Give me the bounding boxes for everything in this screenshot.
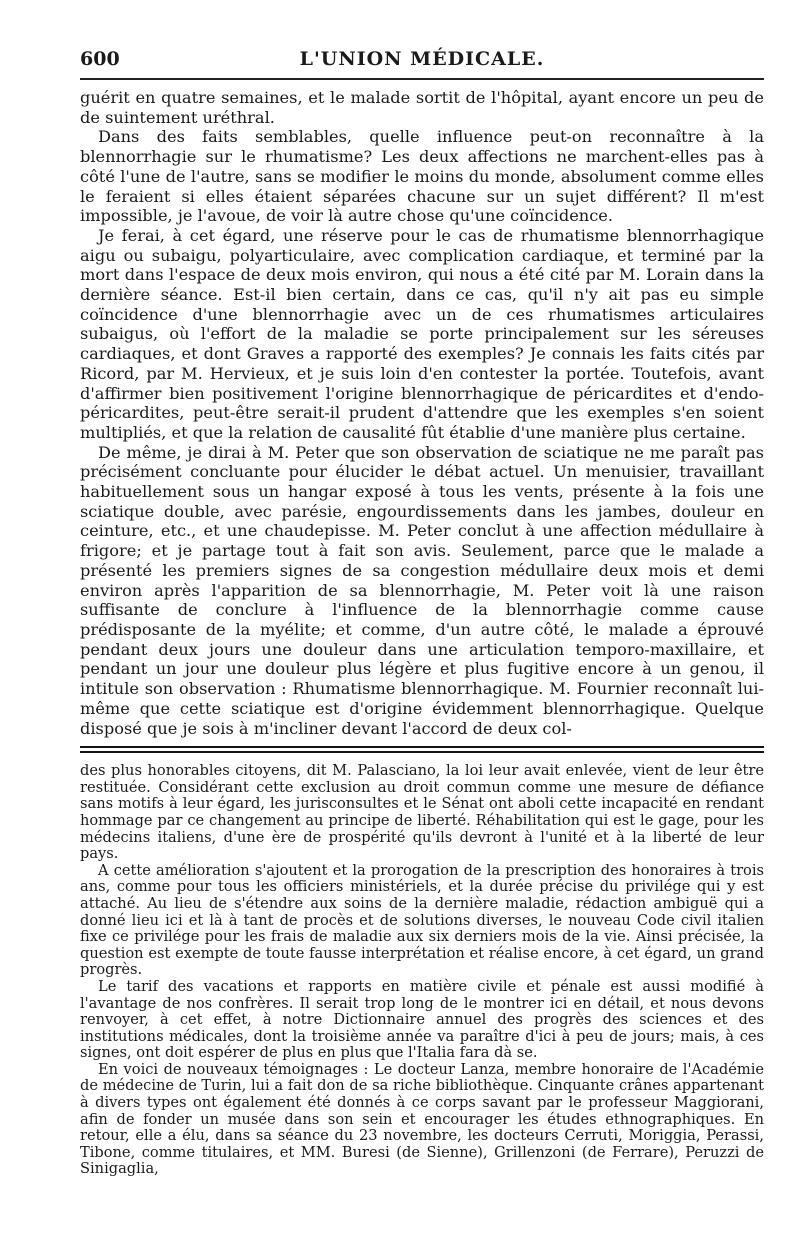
feuilleton-paragraph: Le tarif des vacations et rapports en matière civile et pénale est aussi modifié à l'avantage de nos confrères. Il serait trop long de le montrer ici en détail, et nous devons renvoyer, à cet effet, à notre Dictionnaire annuel des progrès des sciences et des institutions médicales, dont la troisième année va paraître d'ici à peu de jours; mais, à ces signes, ont doit espérer de plus en plus que l'Italia fara dà se. xyxy=(80,977,764,1062)
main-paragraph: De même, je dirai à M. Peter que son observation de sciatique ne me paraît pas précisément concluante pour élucider le débat actuel. Un menuisier, travaillant habituellement sous un hangar exposé à tous les vents, présente à la fois une sciatique double, avec parésie, engourdissements dans les jambes, douleur en ceinture, etc., et une chaudepisse. M. Peter conclut à une affection médullaire à frigore; et je partage tout à fait son avis. Seulement, parce que le malade a présenté les premiers signes de sa congestion médullaire deux mois et demi environ après l'apparition de sa blennorrhagie, M. Peter voit là une raison suffisante de conclure à l'influence de la blennorrhagie comme cause prédisposante de la myélite; et comme, d'un autre côté, le malade a éprouvé pendant deux jours une douleur dans une articulation temporo-maxillaire, et pendant un jour une douleur plus légère et plus fugitive encore à un genou, il intitule son observation : Rhumatisme blennorrhagique. M. Fournier reconnaît lui-même que cette sciatique est d'origine évidemment blennorrhagique. Quelque disposé que je sois à m'incliner devant l'accord de deux col- xyxy=(80,442,764,738)
main-paragraph: Je ferai, à cet égard, une réserve pour le cas de rhumatisme blennorrhagique aigu ou subaigu, polyarticulaire, avec complication cardiaque, et terminé par la mort dans l'espace de deux mois environ, qui nous a été cité par M. Lorain dans la dernière séance. Est-il bien certain, dans ce cas, qu'il n'y ait pas eu simple coïncidence d'une blennorrhagie avec un de ces rhumatismes articulaires subaigus, où l'effort de la maladie se porte principalement sur les séreuses cardiaques, et dont Graves a rapporté des exemples? Je connais les faits cités par Ricord, par M. Hervieux, et je suis loin d'en contester la portée. Toutefois, avant d'affirmer bien positivement l'origine blennorrhagique de péricardites et d'endo-péricardites, peut-être serait-il prudent d'attendre que les exemples s'en soient multipliés, et que la relation de causalité fût établie d'une manière plus certaine. xyxy=(80,225,764,442)
feuilleton-paragraph: des plus honorables citoyens, dit M. Palasciano, la loi leur avait enlevée, vient de leur être restituée. Considérant cette exclusion au droit commun comme une mesure de défiance sans motifs à leur égard, les jurisconsultes et le Sénat ont aboli cette incapacité en rendant hommage par ce changement au principe de liberté. Réhabilitation qui est le gage, pour les médecins italiens, d'une ère de prospérité qu'ils devront à l'unité et à la liberté de leur pays. xyxy=(80,762,764,863)
header-rule xyxy=(80,78,764,80)
page-header xyxy=(80,44,764,74)
running-title: L'UNION MÉDICALE. xyxy=(299,48,545,70)
feuilleton-section xyxy=(80,763,764,1178)
page-number: 600 xyxy=(80,48,120,70)
main-paragraph: guérit en quatre semaines, et le malade sortit de l'hôpital, ayant encore un peu de de suintement uréthral. xyxy=(80,88,764,127)
feuilleton-paragraph: A cette amélioration s'ajoutent et la prorogation de la prescription des honoraires à trois ans, comme pour tous les officiers ministériels, et la durée précise du privilége qui y est attaché. Au lieu de s'étendre aux soins de la dernière maladie, rédaction ambiguë qui a donné lieu ici et là à tant de procès et de solutions diverses, le nouveau Code civil italien fixe ce privilége pour les frais de maladie aux six derniers mois de la vie. Ainsi précisée, la question est exempte de toute fausse interprétation et réalise encore, à cet égard, un grand progrès. xyxy=(80,861,764,979)
feuilleton-separator xyxy=(80,746,764,753)
main-paragraph: Dans des faits semblables, quelle influence peut-on reconnaître à la blennorrhagie sur le rhumatisme? Les deux affections ne marchent-elles pas à côté l'une de l'autre, sans se modifier le moins du monde, absolument comme elles le feraient si elles étaient séparées chacune sur un sujet différent? Il m'est impossible, je l'avoue, de voir là autre chose qu'une coïncidence. xyxy=(80,127,764,226)
main-article xyxy=(80,88,764,738)
feuilleton-paragraph: En voici de nouveaux témoignages : Le docteur Lanza, membre honoraire de l'Académie de médecine de Turin, lui a fait don de sa riche bibliothèque. Cinquante crânes appartenant à divers types ont également été donnés à ce corps savant par le professeur Maggiorani, afin de fonder un musée dans son sein et encourager les études ethnographiques. En retour, elle a élu, dans sa séance du 23 novembre, les docteurs Cerruti, Moriggia, Perassi, Tibone, comme titulaires, et MM. Buresi (de Sienne), Grillenzoni (de Ferrare), Peruzzi de Sinigaglia, xyxy=(80,1060,764,1178)
